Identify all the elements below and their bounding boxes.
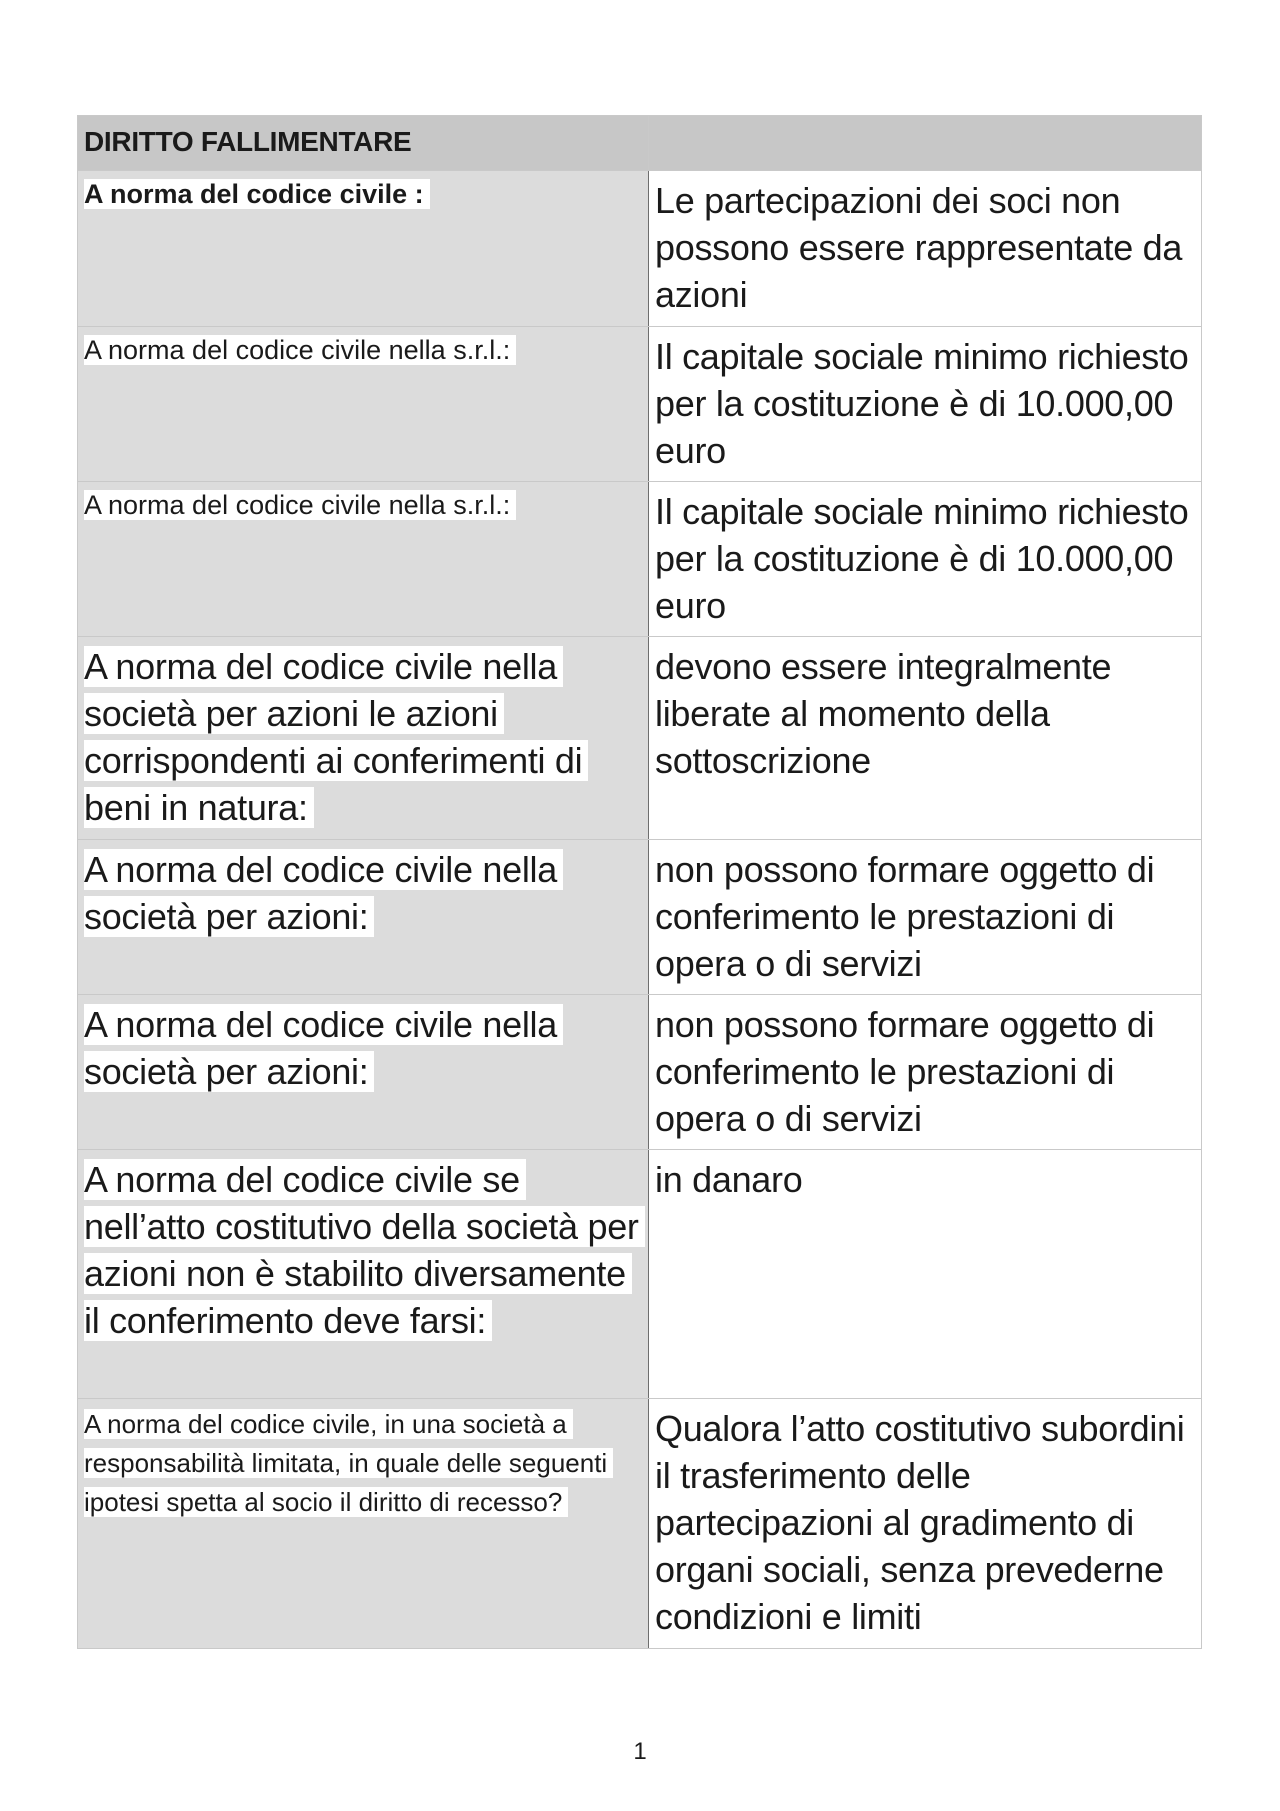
question-cell [78, 1150, 649, 1399]
table-row [78, 171, 1202, 327]
answer-text: non possono formare oggetto di conferimento le prestazioni di opera o di servizi [655, 849, 1155, 984]
table-row [78, 637, 1202, 840]
answer-cell [649, 171, 1202, 327]
table-row [78, 1150, 1202, 1399]
table-row [78, 327, 1202, 482]
table-header-row [78, 116, 1202, 171]
answer-cell [649, 482, 1202, 637]
answer-cell [649, 1150, 1202, 1399]
question-text: A norma del codice civile nella società per azioni: [84, 1004, 563, 1092]
question-text: A norma del codice civile nella s.r.l.: [84, 490, 516, 520]
answer-text: in danaro [655, 1159, 803, 1200]
question-cell [78, 637, 649, 840]
question-text: A norma del codice civile se nell’atto costitutivo della società per azioni non è stabilito diversamente il conferimento deve farsi: [84, 1159, 645, 1341]
page-number: 1 [633, 1738, 647, 1765]
question-text: A norma del codice civile nella società per azioni le azioni corrispondenti ai conferimenti di beni in natura: [84, 646, 588, 828]
section-title: DIRITTO FALLIMENTARE [84, 126, 412, 157]
question-text: A norma del codice civile : [84, 179, 430, 209]
answer-text: Il capitale sociale minimo richiesto per la costituzione è di 10.000,00 euro [655, 336, 1189, 471]
question-cell [78, 995, 649, 1150]
question-cell [78, 840, 649, 995]
answer-text: non possono formare oggetto di conferimento le prestazioni di opera o di servizi [655, 1004, 1155, 1139]
header-title-cell [78, 116, 649, 171]
question-cell [78, 327, 649, 482]
answer-cell [649, 840, 1202, 995]
answer-text: Qualora l’atto costitutivo subordini il trasferimento delle partecipazioni al gradimento di organi sociali, senza prevederne condizioni e limiti [655, 1408, 1185, 1637]
qa-table [77, 115, 1202, 1649]
question-cell [78, 171, 649, 327]
question-cell [78, 1399, 649, 1649]
header-empty-cell [649, 116, 1202, 171]
answer-text: Le partecipazioni dei soci non possono essere rappresentate da azioni [655, 180, 1183, 315]
table-row [78, 840, 1202, 995]
answer-cell [649, 327, 1202, 482]
answer-cell [649, 1399, 1202, 1649]
question-text: A norma del codice civile nella s.r.l.: [84, 335, 516, 365]
question-cell [78, 482, 649, 637]
answer-text: Il capitale sociale minimo richiesto per la costituzione è di 10.000,00 euro [655, 491, 1189, 626]
answer-cell [649, 995, 1202, 1150]
table-row [78, 482, 1202, 637]
question-text: A norma del codice civile, in una società a responsabilità limitata, in quale delle seguenti ipotesi spetta al socio il diritto di recesso? [84, 1409, 613, 1517]
answer-cell [649, 637, 1202, 840]
answer-text: devono essere integralmente liberate al momento della sottoscrizione [655, 646, 1112, 781]
question-text: A norma del codice civile nella società per azioni: [84, 849, 563, 937]
table-row [78, 1399, 1202, 1649]
table-row [78, 995, 1202, 1150]
